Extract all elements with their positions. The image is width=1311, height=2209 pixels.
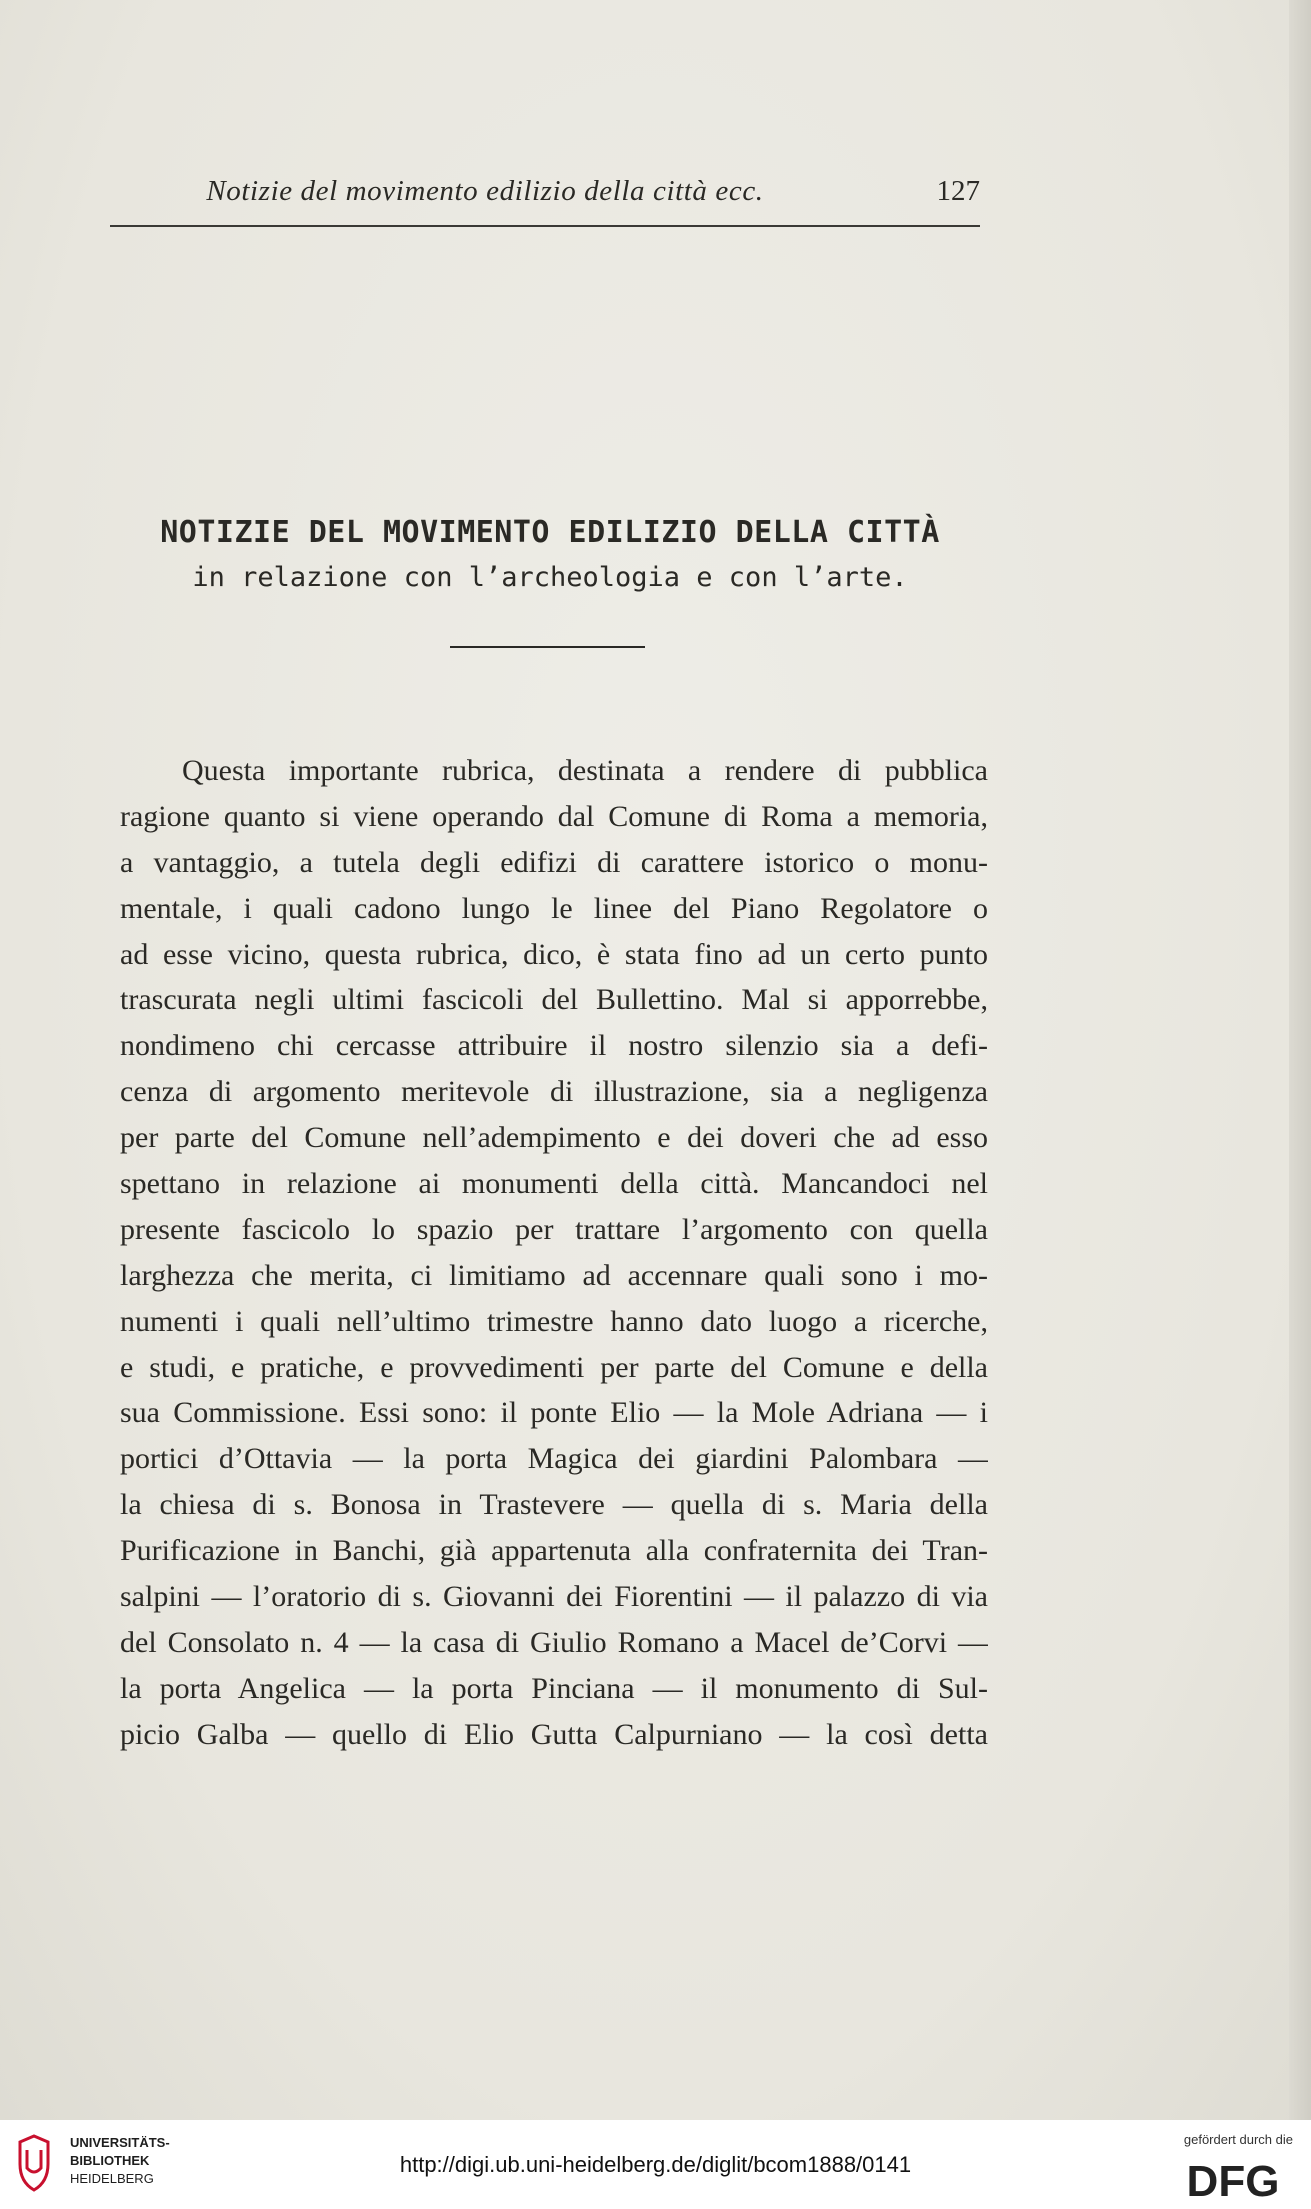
- body-line: del Consolato n. 4 — la casa di Giulio Romano a Macel de’Corvi —: [120, 1625, 988, 1659]
- body-line: Purificazione in Banchi, già appartenuta alla confraternita dei Tran-: [120, 1534, 988, 1568]
- body-line: spettano in relazione ai monumenti della città. Mancandoci nel: [120, 1167, 988, 1201]
- dfg-logo-icon: [1173, 2154, 1293, 2202]
- body-line: ad esse vicino, questa rubrica, dico, è stata fino ad un certo punto: [120, 937, 988, 971]
- running-head-title: Notizie del movimento edilizio della città ecc.: [206, 175, 764, 207]
- body-line: la chiesa di s. Bonosa in Trastevere — quella di s. Maria della: [120, 1488, 988, 1522]
- article-body: [120, 748, 988, 1758]
- body-line: sua Commissione. Essi sono: il ponte Elio — la Mole Adriana — i: [120, 1396, 988, 1430]
- article-title: NOTIZIE DEL MOVIMENTO EDILIZIO DELLA CITTÀ: [160, 515, 940, 550]
- running-head: [110, 175, 980, 225]
- body-line: ragione quanto si viene operando dal Comune di Roma a memoria,: [120, 799, 988, 833]
- viewer-footer: [0, 2120, 1311, 2209]
- body-line: a vantaggio, a tutela degli edifizi di carattere istorico o monu-: [120, 845, 988, 879]
- body-line: nondimeno chi cercasse attribuire il nostro silenzio sia a defi-: [120, 1029, 988, 1063]
- body-line: mentale, i quali cadono lungo le linee del Piano Regolatore o: [120, 891, 988, 925]
- permalink-url[interactable]: http://digi.ub.uni-heidelberg.de/diglit/bcom1888/0141: [399, 2152, 912, 2177]
- funding-note: gefördert durch die: [1183, 2132, 1293, 2147]
- article-subtitle: in relazione con l’archeologia e con l’arte.: [192, 562, 908, 593]
- library-name-line: UNIVERSITÄTS-: [70, 2135, 170, 2150]
- dfg-logo-text: DFG: [1186, 2157, 1280, 2202]
- body-line: salpini — l’oratorio di s. Giovanni dei Fiorentini — il palazzo di via: [120, 1580, 988, 1614]
- page-edge-shadow: [1289, 0, 1311, 2120]
- page-number: 127: [936, 175, 980, 207]
- body-line: e studi, e pratiche, e provvedimenti per parte del Comune e della: [120, 1350, 988, 1384]
- title-separator-rule: [450, 646, 645, 648]
- body-line: trascurata negli ultimi fascicoli del Bullettino. Mal si apporrebbe,: [120, 983, 988, 1017]
- body-line: portici d’Ottavia — la porta Magica dei giardini Palombara —: [120, 1442, 988, 1476]
- body-line: picio Galba — quello di Elio Gutta Calpurniano — la così detta: [120, 1717, 988, 1751]
- body-line: larghezza che merita, ci limitiamo ad accennare quali sono i mo-: [120, 1258, 988, 1292]
- body-line: per parte del Comune nell’adempimento e dei doveri che ad esso: [120, 1121, 988, 1155]
- library-name-line: HEIDELBERG: [70, 2171, 154, 2186]
- header-rule: [110, 225, 980, 227]
- body-line: presente fascicolo lo spazio per trattare l’argomento con quella: [120, 1212, 988, 1246]
- body-line: la porta Angelica — la porta Pinciana — il monumento di Sul-: [120, 1671, 988, 1705]
- library-name-line: BIBLIOTHEK: [70, 2153, 150, 2168]
- body-line: Questa importante rubrica, destinata a rendere di pubblica: [182, 754, 988, 787]
- body-line: numenti i quali nell’ultimo trimestre hanno dato luogo a ricerche,: [120, 1304, 988, 1338]
- body-line: cenza di argomento meritevole di illustrazione, sia a negligenza: [120, 1075, 988, 1109]
